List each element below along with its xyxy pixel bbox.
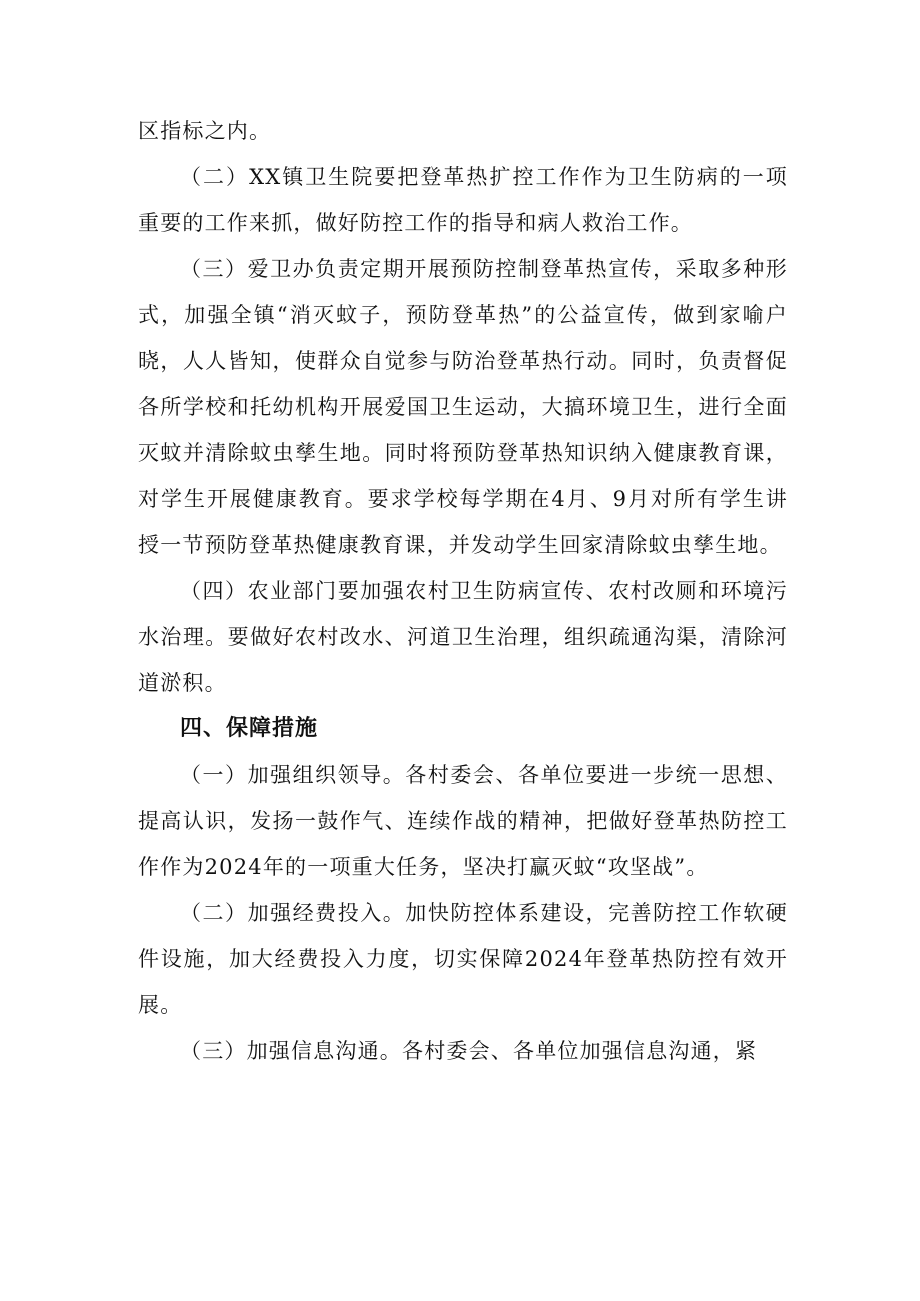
paragraph-organization-leadership: （一）加强组织领导。各村委会、各单位要进一步统一思想、提高认识，发扬一鼓作气、连续作战的精神，把做好登革热防控工作作为2024年的一项重大任务，坚决打赢灭蚊“攻坚战”。: [138, 763, 788, 879]
document-page: [138, 108, 788, 1074]
paragraph-continuation: 区指标之内。: [138, 119, 272, 143]
paragraph-agriculture-department: （四）农业部门要加强农村卫生防病宣传、农村改厕和环境污水治理。要做好农村改水、河道卫生治理，组织疏通沟渠，清除河道淤积。: [138, 579, 788, 695]
paragraph-information-communication: （三）加强信息沟通。各村委会、各单位加强信息沟通，紧: [180, 1039, 758, 1063]
paragraph-health-center: （二）XX镇卫生院要把登革热扩控工作作为卫生防病的一项重要的工作来抓，做好防控工作的指导和病人救治工作。: [138, 165, 788, 235]
paragraph-patriotic-health-office: （三）爱卫办负责定期开展预防控制登革热宣传，采取多种形式，加强全镇“消灭蚊子，预防登革热”的公益宣传，做到家喻户晓，人人皆知，使群众自觉参与防治登革热行动。同时，负责督促各所学校和托幼机构开展爱国卫生运动，大搞环境卫生，进行全面灭蚊并清除蚊虫孳生地。同时将预防登革热知识纳入健康教育课，对学生开展健康教育。要求学校每学期在4月、9月对所有学生讲授一节预防登革热健康教育课，并发动学生回家清除蚊虫孳生地。: [138, 257, 788, 557]
section-heading-safeguard-measures: 四、保障措施: [180, 716, 319, 741]
paragraph-funding-input: （二）加强经费投入。加快防控体系建设，完善防控工作软硬件设施，加大经费投入力度，切实保障2024年登革热防控有效开展。: [138, 901, 788, 1017]
